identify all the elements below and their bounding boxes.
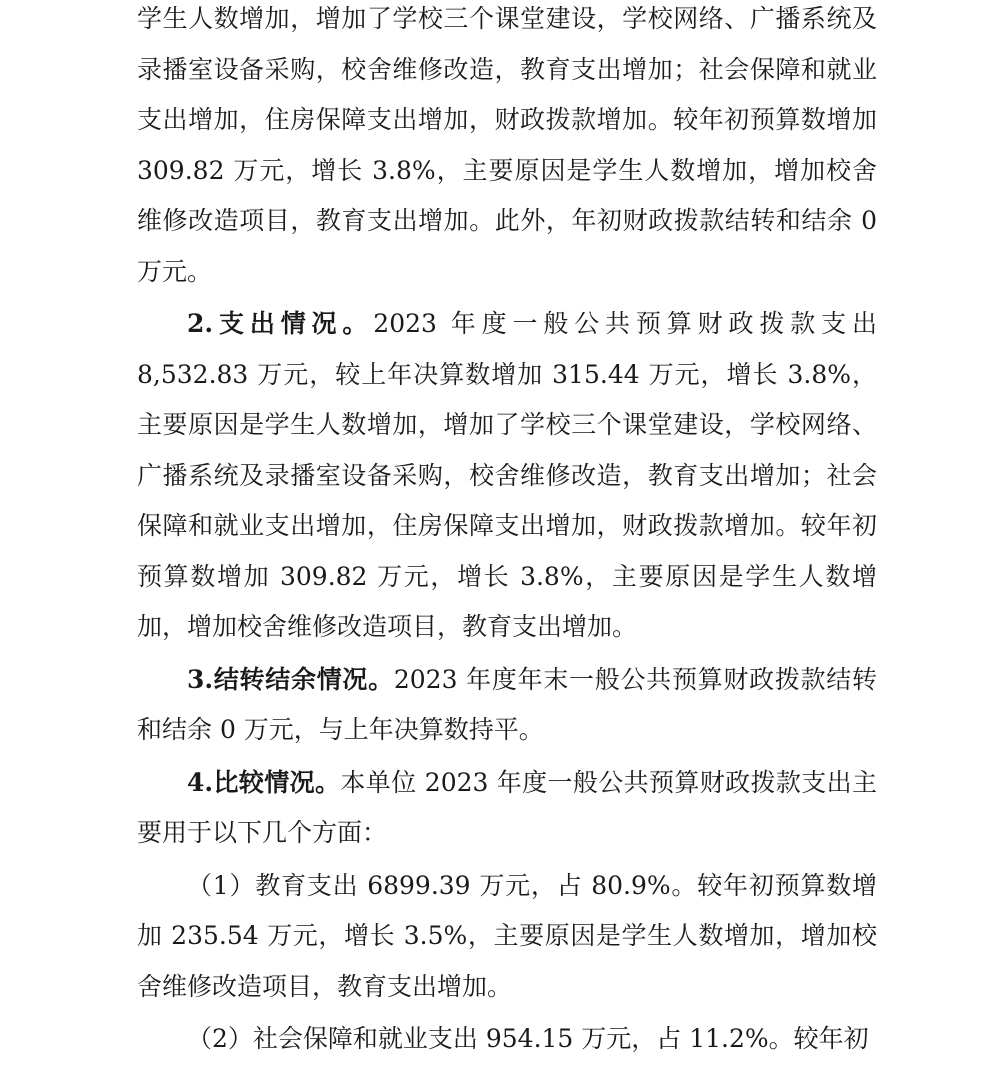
paragraph-social-security-expenditure [137, 1014, 877, 1065]
paragraph-heading: 4.比较情况。 [187, 767, 341, 797]
paragraph-expenditure [137, 299, 877, 653]
paragraph-comparison [137, 758, 877, 859]
paragraph-education-expenditure [137, 861, 877, 1013]
paragraph-revenue-continuation [137, 0, 877, 297]
paragraph-text: （1）教育支出 6899.39 万元，占 80.9%。较年初预算数增加 235.54 万元，增长 3.5%，主要原因是学生人数增加，增加校舍维修改造项目，教育支出增加。 [137, 870, 877, 1001]
paragraph-text: 2023 年度年末一般公共预算财政拨款结转和结余 0 万元，与上年决算数持平。 [137, 664, 877, 744]
paragraph-text: 本单位 2023 年度一般公共预算财政拨款支出主要用于以下几个方面： [137, 767, 877, 847]
paragraph-text: 学生人数增加，增加了学校三个课堂建设，学校网络、广播系统及录播室设备采购，校舍维修改造，教育支出增加；社会保障和就业支出增加，住房保障支出增加，财政拨款增加。较年初预算数增加 309.82 万元，增长 3.8%，主要原因是学生人数增加，增加校舍维修改造项目，教育支出增加。此外，年初财政拨款结转和结余 0 万元。 [137, 4, 877, 286]
paragraph-heading: 2.支出情况。 [187, 309, 374, 338]
paragraph-carryover [137, 655, 877, 756]
document-page [137, 0, 877, 1067]
paragraph-heading: 3.结转结余情况。 [187, 664, 394, 694]
paragraph-text: （2）社会保障和就业支出 954.15 万元，占 11.2%。较年初 [187, 1024, 869, 1053]
paragraph-text: 2023 年度一般公共预算财政拨款支出 8,532.83 万元，较上年决算数增加 315.44 万元，增长 3.8%，主要原因是学生人数增加，增加了学校三个课堂建设，学校网络、广播系统及录播室设备采购，校舍维修改造，教育支出增加；社会保障和就业支出增加，住房保障支出增加，财政拨款增加。较年初预算数增加 309.82 万元，增长 3.8%，主要原因是学生人数增加，增加校舍维修改造项目，教育支出增加。 [137, 309, 877, 641]
